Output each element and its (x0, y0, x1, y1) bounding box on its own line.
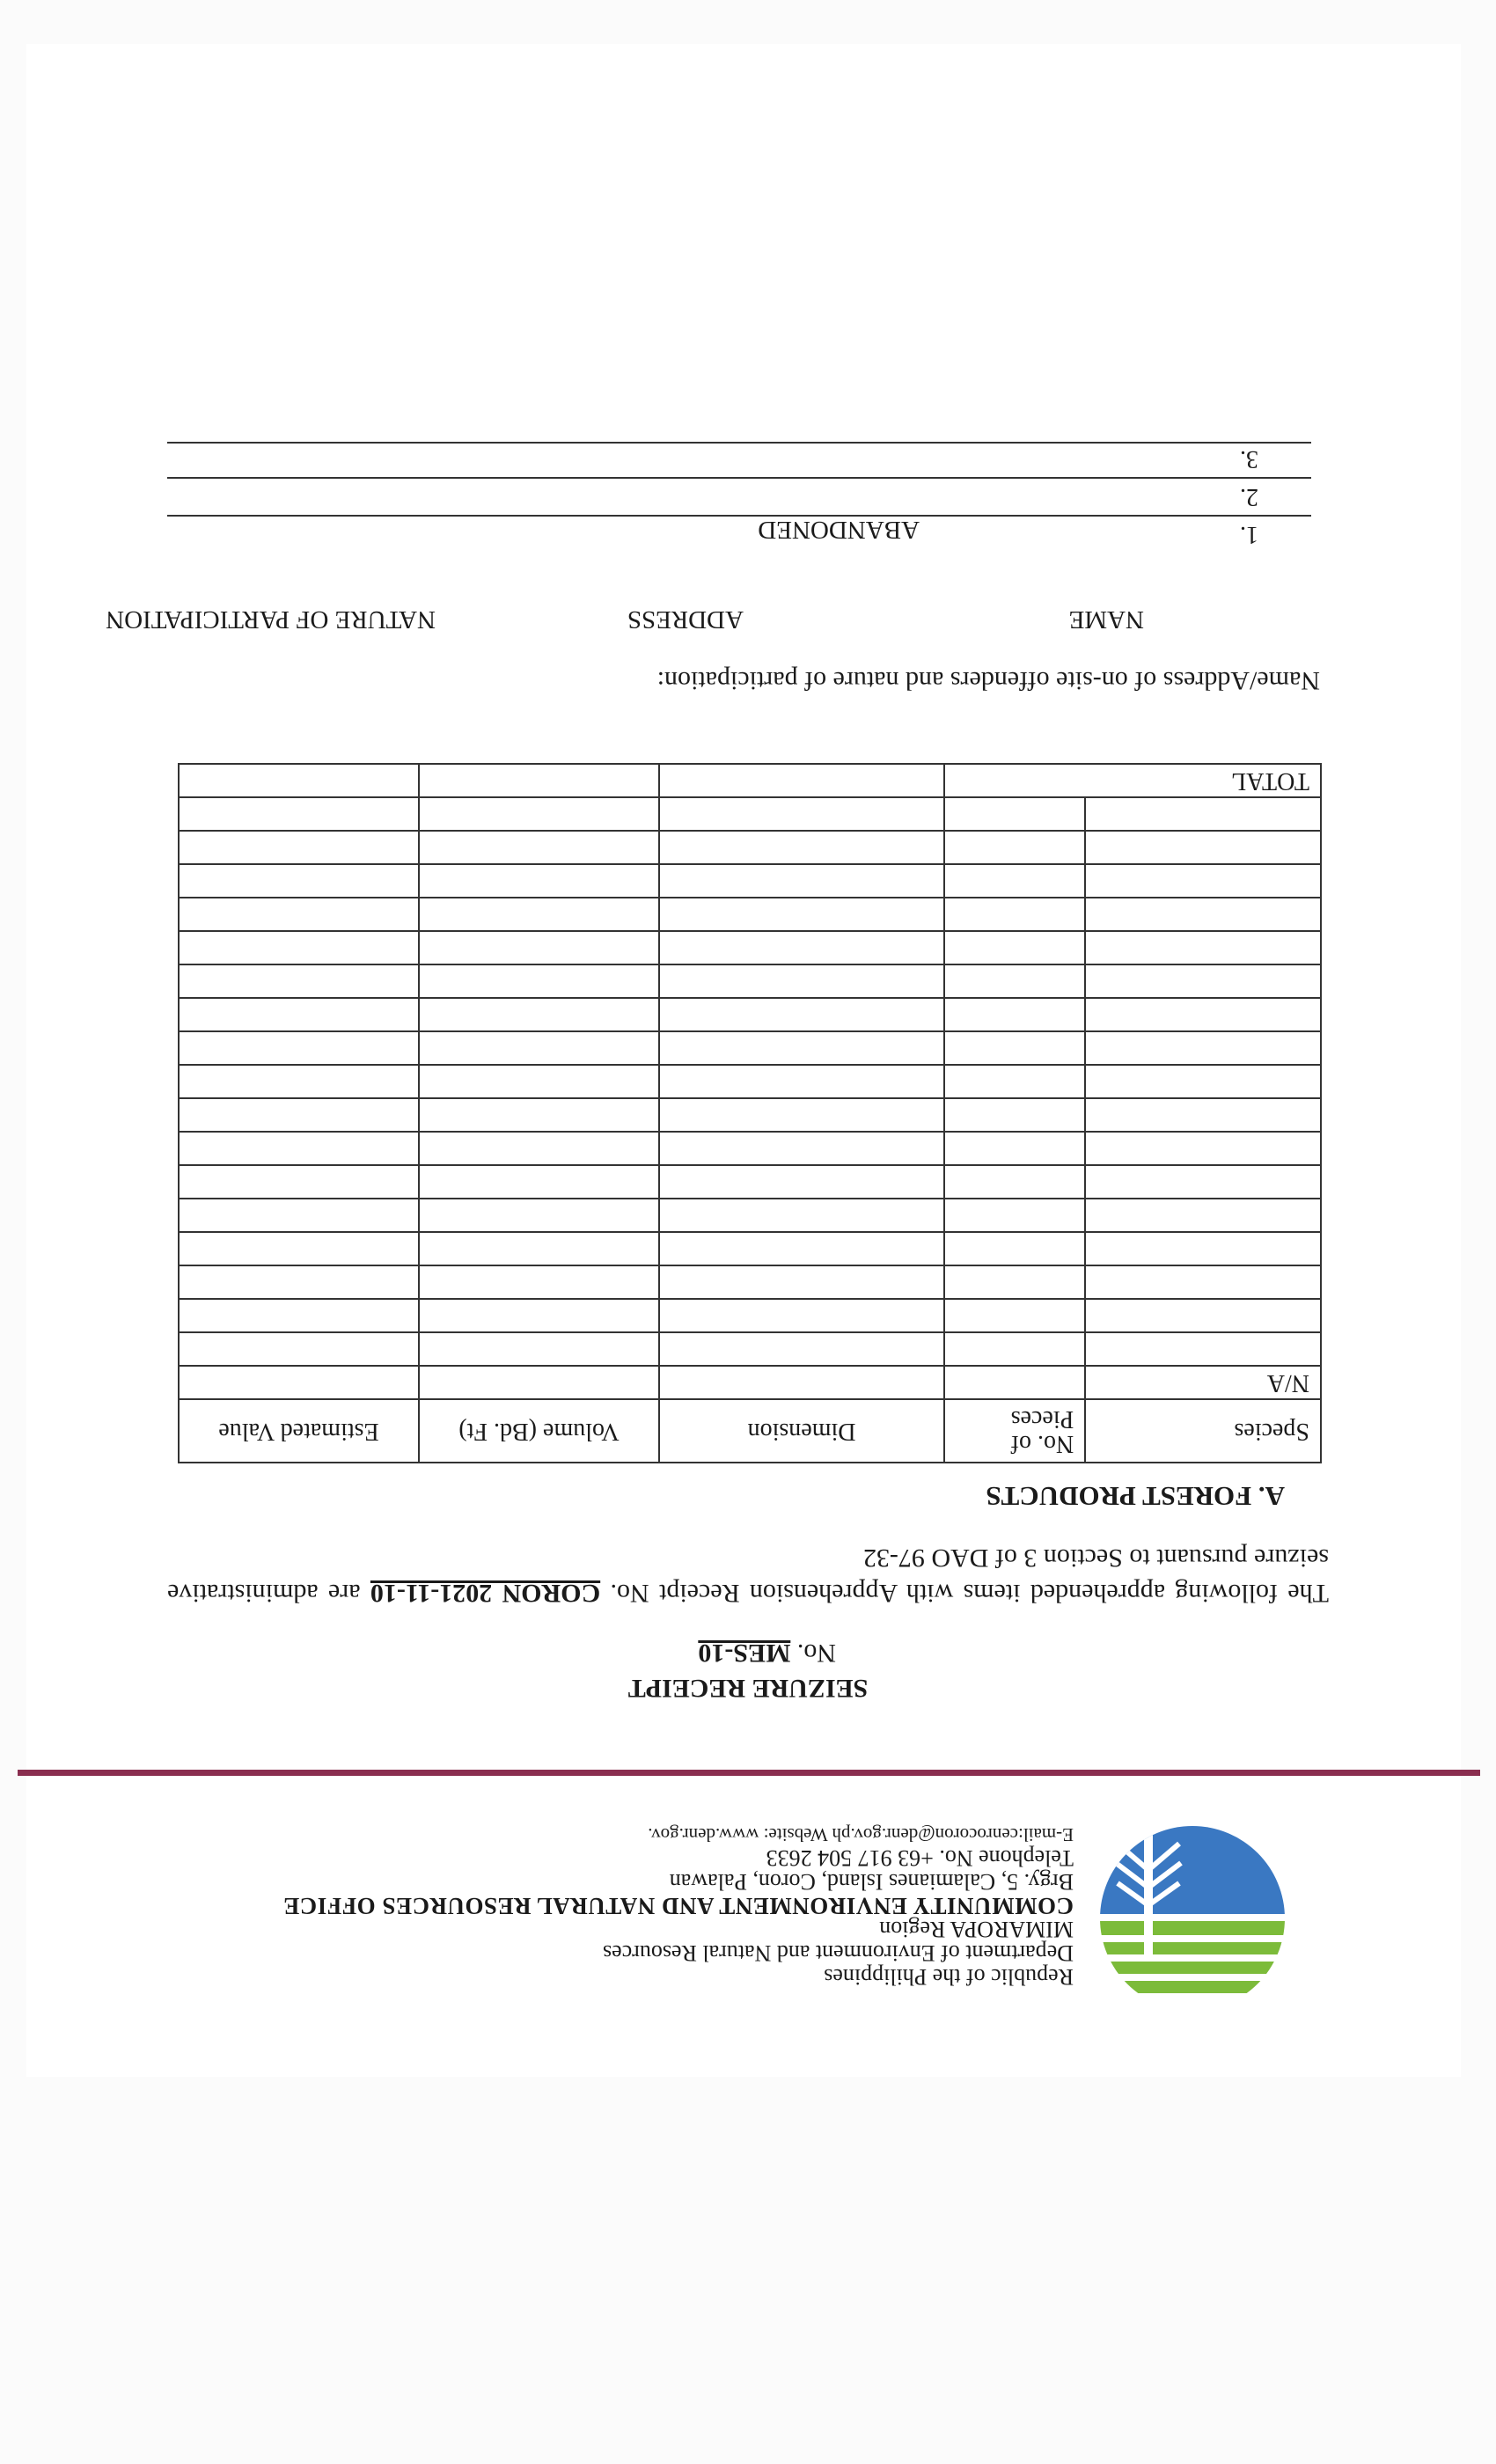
table-cell (1085, 1265, 1321, 1299)
table-cell (944, 1098, 1085, 1132)
letterhead-telephone: Telephone No. +63 917 504 2633 (766, 1845, 1074, 1871)
table-row (179, 998, 1321, 1031)
table-cell (944, 1065, 1085, 1098)
table-row (179, 831, 1321, 864)
table-cell (944, 1366, 1085, 1399)
receipt-number-prefix: No. (790, 1639, 836, 1668)
table-cell (179, 998, 419, 1031)
table-cell (944, 1332, 1085, 1366)
intro-text-2: are administrative seizure pursuant to Section 3 of DAO 97-32 (167, 1544, 1329, 1608)
table-cell (944, 998, 1085, 1031)
table-cell (419, 831, 659, 864)
table-cell (1085, 797, 1321, 831)
table-cell (179, 831, 419, 864)
table-cell (944, 1265, 1085, 1299)
table-cell (659, 864, 944, 898)
letterhead-contact: E-mail:cenrocoron@denr.gov.ph Website: www.denr.gov. (648, 1824, 1074, 1845)
table-row (179, 797, 1321, 831)
table-cell (944, 898, 1085, 931)
offender-row-number: 1. (1240, 521, 1258, 548)
table-cell (179, 764, 419, 797)
table-cell (179, 1065, 419, 1098)
table-cell (944, 1165, 1085, 1199)
table-cell (419, 1265, 659, 1299)
table-cell (1085, 1199, 1321, 1232)
table-cell (419, 1065, 659, 1098)
section-heading: A. FOREST PRODUCTS (986, 1481, 1285, 1512)
offender-row-number: 3. (1240, 445, 1258, 473)
table-cell (659, 1299, 944, 1332)
table-cell (659, 1098, 944, 1132)
table-cell (659, 898, 944, 931)
table-row (179, 1265, 1321, 1299)
table-row (179, 1332, 1321, 1366)
table-cell (659, 797, 944, 831)
table-cell (179, 1332, 419, 1366)
table-cell (944, 831, 1085, 864)
receipt-number (698, 1638, 836, 1668)
offender-line (167, 515, 1311, 517)
table-cell (179, 1265, 419, 1299)
table-cell (659, 764, 944, 797)
table-cell (419, 1132, 659, 1165)
table-row (179, 1132, 1321, 1165)
table-cell (944, 931, 1085, 964)
letterhead-address: Brgy. 5, Calamianes Island, Coron, Palawan (669, 1869, 1074, 1895)
table-cell (1085, 831, 1321, 864)
table-cell (944, 864, 1085, 898)
intro-text-1: The following apprehended items with Apprehension Receipt No. (600, 1579, 1329, 1608)
table-row (179, 1232, 1321, 1265)
table-cell (419, 898, 659, 931)
table-row (179, 1299, 1321, 1332)
apprehension-receipt-ref: CORON 2021-11-10 (370, 1579, 601, 1608)
table-cell (1085, 1031, 1321, 1065)
table-cell (659, 998, 944, 1031)
col-header-pieces: No. of Pieces (944, 1399, 1085, 1463)
table-cell (659, 1199, 944, 1232)
col-header-species: Species (1085, 1399, 1321, 1463)
table-cell (179, 864, 419, 898)
table-cell (944, 1199, 1085, 1232)
table-cell (419, 864, 659, 898)
table-cell (1085, 1232, 1321, 1265)
table-cell (1085, 964, 1321, 998)
table-cell (179, 1132, 419, 1165)
table-header-row (179, 1399, 1321, 1463)
table-cell (419, 1366, 659, 1399)
table-row (179, 864, 1321, 898)
table-cell (179, 1299, 419, 1332)
table-cell (944, 1299, 1085, 1332)
table-cell (179, 964, 419, 998)
letterhead-office: COMMUNITY ENVIRONMENT AND NATURAL RESOURCES OFFICE (282, 1893, 1074, 1919)
offenders-col-nature: NATURE OF PARTICIPATION (106, 605, 436, 634)
denr-logo-graphic (1100, 1826, 1285, 2011)
table-row (179, 1199, 1321, 1232)
table-cell (944, 1132, 1085, 1165)
offender-line (167, 477, 1311, 479)
table-cell (419, 964, 659, 998)
table-row (179, 1031, 1321, 1065)
page-title: SEIZURE RECEIPT (627, 1674, 869, 1703)
table-cell (944, 1031, 1085, 1065)
table-cell (419, 1098, 659, 1132)
offender-row-number: 2. (1240, 483, 1258, 510)
receipt-number-value: MES-10 (698, 1639, 791, 1668)
offenders-col-name: NAME (1068, 605, 1144, 634)
table-cell (419, 1232, 659, 1265)
table-cell (179, 898, 419, 931)
table-cell (659, 1165, 944, 1199)
offenders-col-address: ADDRESS (627, 605, 744, 634)
table-cell (419, 1332, 659, 1366)
table-cell (419, 764, 659, 797)
table-total-row (179, 764, 1321, 797)
table-row (179, 1065, 1321, 1098)
forest-products-table (178, 763, 1322, 1463)
offender-entry-abandoned: ABANDONED (758, 516, 920, 544)
table-cell (1085, 1332, 1321, 1366)
table-row (179, 1165, 1321, 1199)
table-row (179, 964, 1321, 998)
offender-line (167, 442, 1311, 444)
table-row (179, 898, 1321, 931)
intro-paragraph (167, 1540, 1329, 1610)
table-cell (419, 797, 659, 831)
letterhead-line3: MIMAROPA Region (879, 1917, 1074, 1942)
table-cell (419, 1299, 659, 1332)
table-row (179, 931, 1321, 964)
table-cell (179, 797, 419, 831)
table-cell (419, 998, 659, 1031)
table-cell (179, 1031, 419, 1065)
table-cell (179, 1232, 419, 1265)
col-header-volume: Volume (Bd. Ft) (419, 1399, 659, 1463)
denr-logo (1100, 1826, 1285, 2011)
table-cell (1085, 1065, 1321, 1098)
table-cell (659, 831, 944, 864)
letterhead-line1: Republic of the Philippines (824, 1964, 1074, 1990)
table-cell (659, 1366, 944, 1399)
table-cell (179, 931, 419, 964)
col-header-value: Estimated Value (179, 1399, 419, 1463)
table-cell (1085, 898, 1321, 931)
table-cell (659, 1232, 944, 1265)
letterhead (53, 1822, 1074, 1989)
table-cell (179, 1165, 419, 1199)
table-cell (659, 931, 944, 964)
table-cell (179, 1199, 419, 1232)
letterhead-line2: Department of Environment and Natural Resources (603, 1940, 1074, 1966)
table-cell (1085, 1132, 1321, 1165)
table-cell (659, 1332, 944, 1366)
table-cell (419, 1199, 659, 1232)
col-header-dimension: Dimension (659, 1399, 944, 1463)
table-cell (1085, 1299, 1321, 1332)
table-cell (944, 1232, 1085, 1265)
table-cell (659, 1031, 944, 1065)
table-cell (419, 1031, 659, 1065)
table-cell (419, 1165, 659, 1199)
table-cell (659, 964, 944, 998)
table-cell (1085, 864, 1321, 898)
table-cell (1085, 1165, 1321, 1199)
table-cell (179, 1098, 419, 1132)
table-cell (944, 964, 1085, 998)
table-cell (179, 1366, 419, 1399)
table-cell (1085, 1098, 1321, 1132)
table-cell (419, 931, 659, 964)
total-label: TOTAL (944, 764, 1321, 797)
table-cell (1085, 931, 1321, 964)
table-row (179, 1366, 1321, 1399)
table-row (179, 1098, 1321, 1132)
table-cell (659, 1265, 944, 1299)
cell-species-na: N/A (1085, 1366, 1321, 1399)
header-rule (18, 1770, 1480, 1776)
table-cell (659, 1065, 944, 1098)
offenders-heading: Name/Address of on-site offenders and nature of participation: (656, 666, 1320, 695)
table-cell (944, 797, 1085, 831)
table-cell (659, 1132, 944, 1165)
table-cell (1085, 998, 1321, 1031)
